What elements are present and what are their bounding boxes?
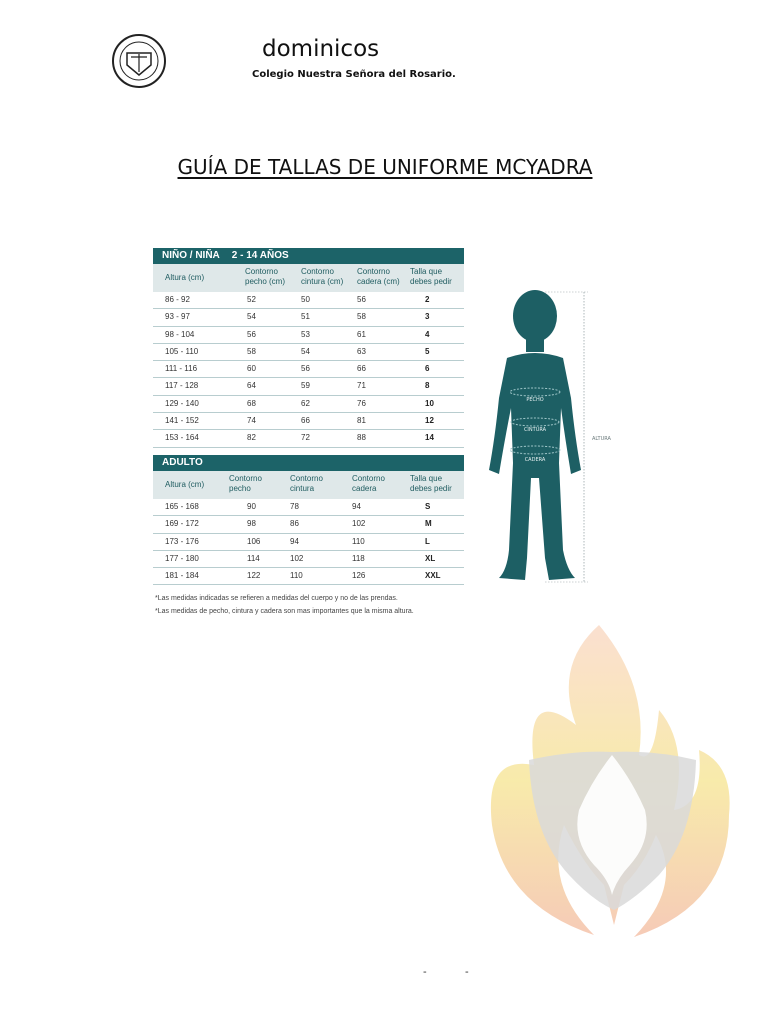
- table-cell: 61: [357, 329, 366, 339]
- size-notes: [155, 592, 485, 618]
- note: *Las medidas indicadas se refieren a medidas del cuerpo y no de las prendas.: [155, 595, 398, 602]
- table-cell: 98 - 104: [165, 329, 195, 339]
- table-cell: 94: [352, 502, 361, 511]
- kids-age-range: 2 - 14 AÑOS: [231, 250, 289, 261]
- size-cell: XL: [425, 553, 436, 563]
- column-header: Talla que debes pedir: [410, 267, 452, 286]
- school-seal-logo: [110, 33, 168, 89]
- note: *Las medidas de pecho, cintura y cadera son mas importantes que la misma altura.: [155, 608, 414, 615]
- size-cell: 10: [425, 398, 434, 408]
- kids-size-table: [153, 248, 464, 448]
- child-measurement-figure: [485, 288, 620, 588]
- table-cell: 59: [301, 381, 310, 391]
- table-cell: 56: [247, 329, 256, 339]
- table-cell: 54: [301, 346, 310, 356]
- table-cell: 141 - 152: [165, 416, 199, 426]
- school-subtitle: Colegio Nuestra Señora del Rosario.: [252, 69, 456, 80]
- column-header: Altura (cm): [165, 480, 205, 489]
- table-cell: 82: [247, 433, 256, 443]
- column-header: Contorno cadera: [352, 474, 385, 493]
- size-cell: L: [425, 536, 430, 546]
- column-header: Contorno cadera (cm): [357, 267, 400, 286]
- table-cell: 58: [247, 346, 256, 356]
- table-cell: 54: [247, 312, 256, 322]
- table-cell: 111 - 116: [165, 364, 198, 374]
- adult-table-body: [153, 499, 464, 585]
- table-cell: 94: [290, 536, 299, 546]
- table-row: [153, 413, 464, 430]
- table-cell: 56: [301, 364, 310, 374]
- table-cell: 102: [352, 519, 366, 529]
- table-cell: 93 - 97: [165, 312, 190, 322]
- table-cell: 88: [357, 433, 366, 443]
- table-cell: 58: [357, 312, 366, 322]
- column-header: Talla que debes pedir: [410, 474, 452, 493]
- adult-table-header: [153, 471, 464, 499]
- table-cell: 122: [247, 571, 261, 581]
- table-row: [153, 327, 464, 344]
- adult-size-table: [153, 455, 464, 585]
- table-cell: 86: [290, 519, 299, 529]
- size-cell: M: [425, 519, 432, 529]
- table-row: [153, 430, 464, 447]
- column-header: Contorno pecho: [229, 474, 262, 493]
- kids-table-body: [153, 292, 464, 448]
- table-row: [153, 396, 464, 413]
- document-title: GUÍA DE TALLAS DE UNIFORME MCYADRA: [177, 155, 593, 179]
- table-cell: 64: [247, 381, 256, 391]
- child-silhouette: [489, 290, 581, 580]
- table-cell: 118: [352, 553, 365, 563]
- kids-table-title-text: NIÑO / NIÑA: [162, 250, 220, 261]
- table-cell: 68: [247, 398, 256, 408]
- kids-table-header: [153, 264, 464, 292]
- table-row: [153, 534, 464, 551]
- table-cell: 63: [357, 346, 366, 356]
- table-cell: 66: [301, 416, 310, 426]
- size-cell: 6: [425, 364, 430, 374]
- table-cell: 106: [247, 536, 261, 546]
- table-row: [153, 344, 464, 361]
- table-cell: 71: [357, 381, 366, 391]
- table-cell: 110: [290, 571, 303, 581]
- adult-table-title: ADULTO: [153, 455, 464, 471]
- table-cell: 50: [301, 295, 310, 304]
- table-cell: 114: [247, 553, 260, 563]
- table-row: [153, 551, 464, 568]
- table-cell: 60: [247, 364, 256, 374]
- table-row: [153, 568, 464, 585]
- table-cell: 76: [357, 398, 366, 408]
- footer-right-mark: -: [465, 966, 469, 978]
- table-cell: 102: [290, 553, 304, 563]
- size-cell: 3: [425, 312, 430, 322]
- table-row: [153, 516, 464, 533]
- table-cell: 62: [301, 398, 310, 408]
- column-header: Contorno pecho (cm): [245, 267, 286, 286]
- size-cell: 5: [425, 346, 430, 356]
- kids-table-title: [153, 248, 464, 264]
- size-cell: XXL: [425, 571, 441, 581]
- table-cell: 173 - 176: [165, 536, 199, 546]
- table-cell: 165 - 168: [165, 502, 199, 511]
- table-cell: 129 - 140: [165, 398, 199, 408]
- size-cell: 14: [425, 433, 434, 443]
- chest-label: PECHO: [526, 397, 544, 403]
- size-cell: 4: [425, 329, 430, 339]
- size-cell: 2: [425, 295, 430, 304]
- table-cell: 66: [357, 364, 366, 374]
- table-cell: 90: [247, 502, 256, 511]
- table-cell: 181 - 184: [165, 571, 199, 581]
- table-cell: 74: [247, 416, 256, 426]
- table-cell: 56: [357, 295, 366, 304]
- footer-left-mark: -: [423, 966, 427, 978]
- size-cell: 12: [425, 416, 434, 426]
- table-cell: 78: [290, 502, 299, 511]
- table-cell: 177 - 180: [165, 553, 199, 563]
- table-cell: 53: [301, 329, 310, 339]
- size-cell: S: [425, 502, 431, 511]
- table-cell: 81: [357, 416, 366, 426]
- table-cell: 126: [352, 571, 366, 581]
- table-cell: 110: [352, 536, 365, 546]
- column-header: Contorno cintura: [290, 474, 323, 493]
- table-cell: 52: [247, 295, 256, 304]
- table-row: [153, 378, 464, 395]
- table-row: [153, 361, 464, 378]
- table-cell: 72: [301, 433, 310, 443]
- brand-name: dominicos: [262, 36, 380, 62]
- table-cell: 98: [247, 519, 256, 529]
- table-cell: 153 - 164: [165, 433, 199, 443]
- table-cell: 169 - 172: [165, 519, 199, 529]
- height-label: ALTURA: [592, 436, 611, 442]
- table-row: [153, 309, 464, 326]
- size-cell: 8: [425, 381, 430, 391]
- table-cell: 117 - 128: [165, 381, 199, 391]
- hip-label: CADERA: [524, 457, 546, 463]
- table-cell: 51: [301, 312, 310, 322]
- table-cell: 105 - 110: [165, 346, 199, 356]
- table-cell: 86 - 92: [165, 295, 190, 304]
- column-header: Altura (cm): [165, 273, 205, 282]
- table-row: [153, 292, 464, 309]
- column-header: Contorno cintura (cm): [301, 267, 344, 286]
- waist-label: CINTURA: [523, 427, 547, 433]
- table-row: [153, 499, 464, 516]
- flame-shield-watermark: [484, 625, 736, 940]
